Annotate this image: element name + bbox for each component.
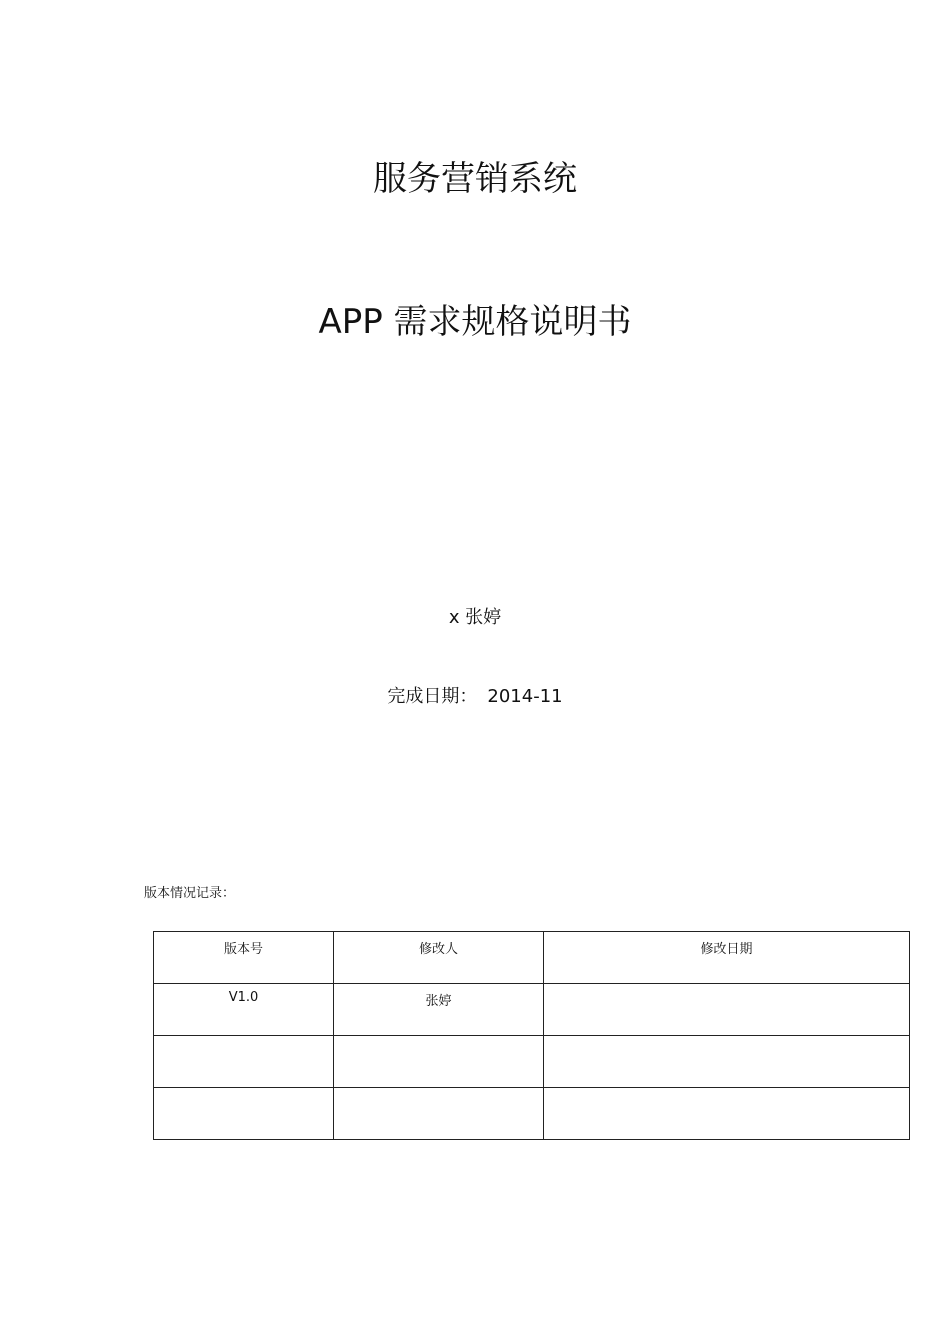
table-row (154, 984, 910, 1036)
document-title: 服务营销系统 (373, 159, 577, 199)
completion-date-value: 2014-11 (487, 686, 563, 707)
header-version: 版本号 (154, 932, 334, 984)
cell-version (154, 1088, 334, 1140)
cell-version (154, 1036, 334, 1088)
author-line: x 张婷 (448, 607, 502, 628)
table-row (154, 1088, 910, 1140)
completion-date-line (0, 684, 950, 710)
cell-modifier (334, 1036, 544, 1088)
table-row (154, 1036, 910, 1088)
completion-date-label: 完成日期： (387, 686, 478, 707)
version-record-table (153, 931, 910, 1140)
table-header-row (154, 932, 910, 984)
cell-modifier: 张婷 (334, 984, 544, 1036)
cell-modify-date (544, 1036, 910, 1088)
cell-version: V1.0 (154, 984, 334, 1036)
cell-modifier (334, 1088, 544, 1140)
cell-modify-date (544, 1088, 910, 1140)
header-modifier: 修改人 (334, 932, 544, 984)
version-record-caption: 版本情况记录： (144, 886, 236, 901)
document-subtitle: APP 需求规格说明书 (318, 302, 632, 342)
cell-modify-date (544, 984, 910, 1036)
header-modify-date: 修改日期 (544, 932, 910, 984)
